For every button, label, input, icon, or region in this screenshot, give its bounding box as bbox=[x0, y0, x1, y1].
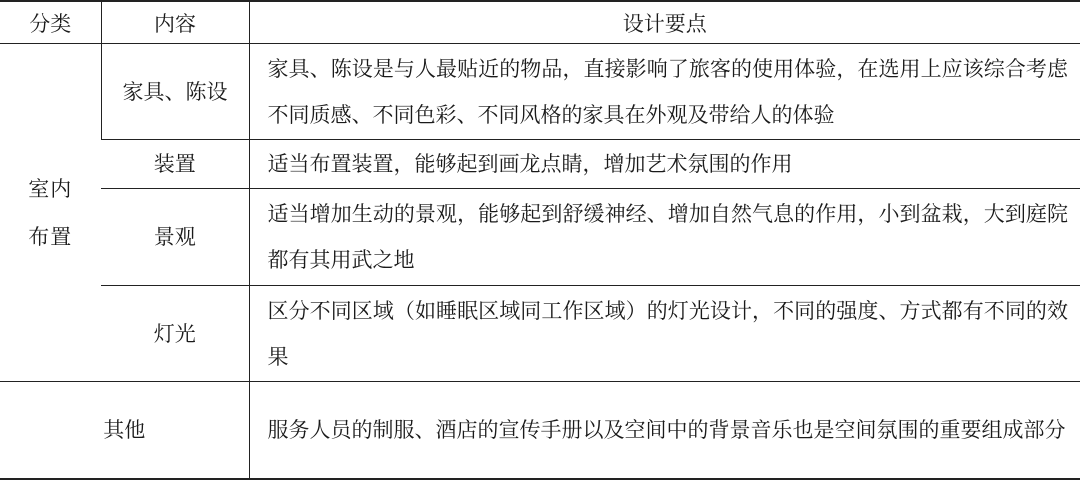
header-category: 分类 bbox=[0, 1, 101, 44]
design-point-cell: 区分不同区域（如睡眠区域同工作区域）的灯光设计，不同的强度、方式都有不同的效果 bbox=[249, 286, 1080, 382]
content-cell: 家具、陈设 bbox=[101, 44, 249, 140]
table-row bbox=[0, 382, 1080, 480]
category-cell-other: 其他 bbox=[0, 382, 249, 480]
content-cell: 灯光 bbox=[101, 286, 249, 382]
category-label-line2: 布置 bbox=[28, 224, 73, 249]
content-cell: 装置 bbox=[101, 140, 249, 189]
header-design-points: 设计要点 bbox=[249, 1, 1080, 44]
table-header-row bbox=[0, 1, 1080, 44]
category-label-line1: 室内 bbox=[28, 176, 73, 201]
table-row bbox=[0, 189, 1080, 286]
table-row bbox=[0, 286, 1080, 382]
design-point-cell: 适当增加生动的景观，能够起到舒缓神经、增加自然气息的作用，小到盆栽，大到庭院都有其用武之地 bbox=[249, 189, 1080, 286]
design-point-cell: 服务人员的制服、酒店的宣传手册以及空间中的背景音乐也是空间氛围的重要组成部分 bbox=[249, 382, 1080, 480]
table-row bbox=[0, 44, 1080, 140]
design-point-cell: 家具、陈设是与人最贴近的物品，直接影响了旅客的使用体验，在选用上应该综合考虑不同质感、不同色彩、不同风格的家具在外观及带给人的体验 bbox=[249, 44, 1080, 140]
table-row bbox=[0, 140, 1080, 189]
design-point-cell: 适当布置装置，能够起到画龙点睛，增加艺术氛围的作用 bbox=[249, 140, 1080, 189]
header-content: 内容 bbox=[101, 1, 249, 44]
category-cell-indoor bbox=[0, 44, 101, 382]
content-cell: 景观 bbox=[101, 189, 249, 286]
